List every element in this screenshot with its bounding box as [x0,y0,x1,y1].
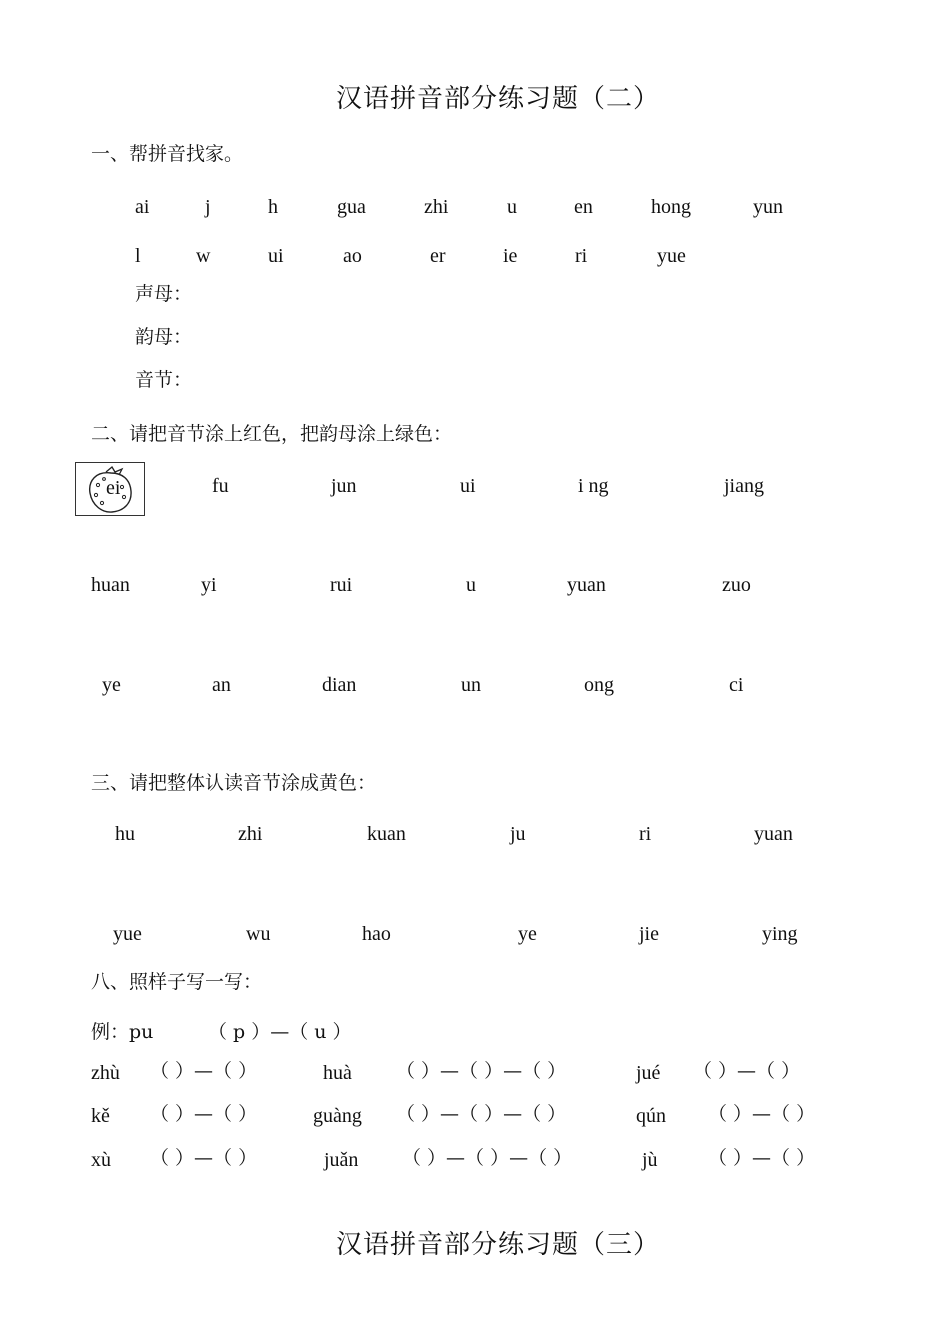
pinyin-item: gua [337,196,366,218]
pinyin-item: jiang [724,475,764,497]
pinyin-item: ong [584,674,614,696]
page-title: 汉语拼音部分练习题（二） [336,84,661,114]
answer-blank[interactable]: （ ）—（ ）—（ ） [396,1060,567,1082]
pinyin-item: ye [518,923,537,945]
pinyin-item: jie [639,923,659,945]
section3-heading: 三、请把整体认读音节涂成黄色： [91,772,377,794]
pinyin-item: er [430,245,446,267]
exercise-syllable: jué [636,1062,661,1084]
pinyin-item: ie [503,245,518,267]
answer-blank[interactable]: （ ）—（ ） [693,1060,801,1082]
exercise-syllable: jù [642,1149,658,1171]
label-shengmu: 声母： [135,283,193,305]
exercise-syllable: guàng [313,1105,362,1127]
pinyin-item: hong [651,196,691,218]
pinyin-item: zhi [424,196,449,218]
pinyin-item: fu [212,475,229,497]
answer-blank[interactable]: （ ）—（ ） [150,1060,258,1082]
pinyin-item: ri [639,823,652,845]
label-yinjie: 音节： [135,369,193,391]
pinyin-item: huan [91,574,130,596]
pinyin-item: kuan [367,823,406,845]
pinyin-item: yi [201,574,217,596]
next-page-title: 汉语拼音部分练习题（三） [336,1230,661,1260]
pinyin-item: en [574,196,593,218]
pinyin-item: ui [460,475,476,497]
pinyin-item: ye [102,674,121,696]
pinyin-item: u [466,574,476,596]
exercise-syllable: xù [91,1149,111,1171]
pinyin-item: ju [510,823,526,845]
pinyin-item: yue [657,245,686,267]
answer-blank[interactable]: （ ）—（ ） [708,1103,816,1125]
answer-blank[interactable]: （ ）—（ ） [150,1147,258,1169]
pinyin-item: ying [762,923,798,945]
pinyin-item: ci [729,674,744,696]
exercise-syllable: kě [91,1105,110,1127]
pinyin-item: yue [113,923,142,945]
exercise-syllable: zhù [91,1062,120,1084]
answer-blank[interactable]: （ ）—（ ）—（ ） [402,1147,573,1169]
answer-blank[interactable]: （ ）—（ ）—（ ） [396,1103,567,1125]
section8-heading: 八、照样子写一写： [91,971,263,993]
strawberry-example [75,462,145,516]
pinyin-item: zuo [722,574,751,596]
exercise-syllable: juǎn [324,1149,359,1171]
pinyin-item: hao [362,923,391,945]
pinyin-item: ai [135,196,150,218]
pinyin-item: yuan [567,574,606,596]
pinyin-item: yuan [754,823,793,845]
pinyin-item: ri [575,245,588,267]
pinyin-item: jun [331,475,357,497]
answer-blank[interactable]: （ ）—（ ） [150,1103,258,1125]
pinyin-item: dian [322,674,357,696]
pinyin-item: an [212,674,231,696]
pinyin-item: ao [343,245,362,267]
pinyin-item: zhi [238,823,263,845]
pinyin-item: l [135,245,141,267]
pinyin-item: un [461,674,481,696]
exercise-syllable: huà [323,1062,352,1084]
pinyin-item: j [205,196,211,218]
section2-heading: 二、请把音节涂上红色，把韵母涂上绿色： [91,423,453,445]
pinyin-item: u [507,196,517,218]
exercise-syllable: qún [636,1105,666,1127]
example-label: 例：pu [91,1021,154,1043]
pinyin-item: hu [115,823,135,845]
answer-blank[interactable]: （ ）—（ ） [708,1147,816,1169]
pinyin-item: wu [246,923,271,945]
label-yunmu: 韵母： [135,326,193,348]
pinyin-item: i ng [578,475,609,497]
pinyin-item: yun [753,196,783,218]
section1-heading: 一、帮拼音找家。 [91,143,244,165]
pinyin-item: h [268,196,278,218]
pinyin-item: w [196,245,211,267]
example-answer: （ p ）—（ u ） [208,1021,352,1043]
pinyin-item: rui [330,574,353,596]
example-syllable: ei [106,477,121,499]
pinyin-item: ui [268,245,284,267]
